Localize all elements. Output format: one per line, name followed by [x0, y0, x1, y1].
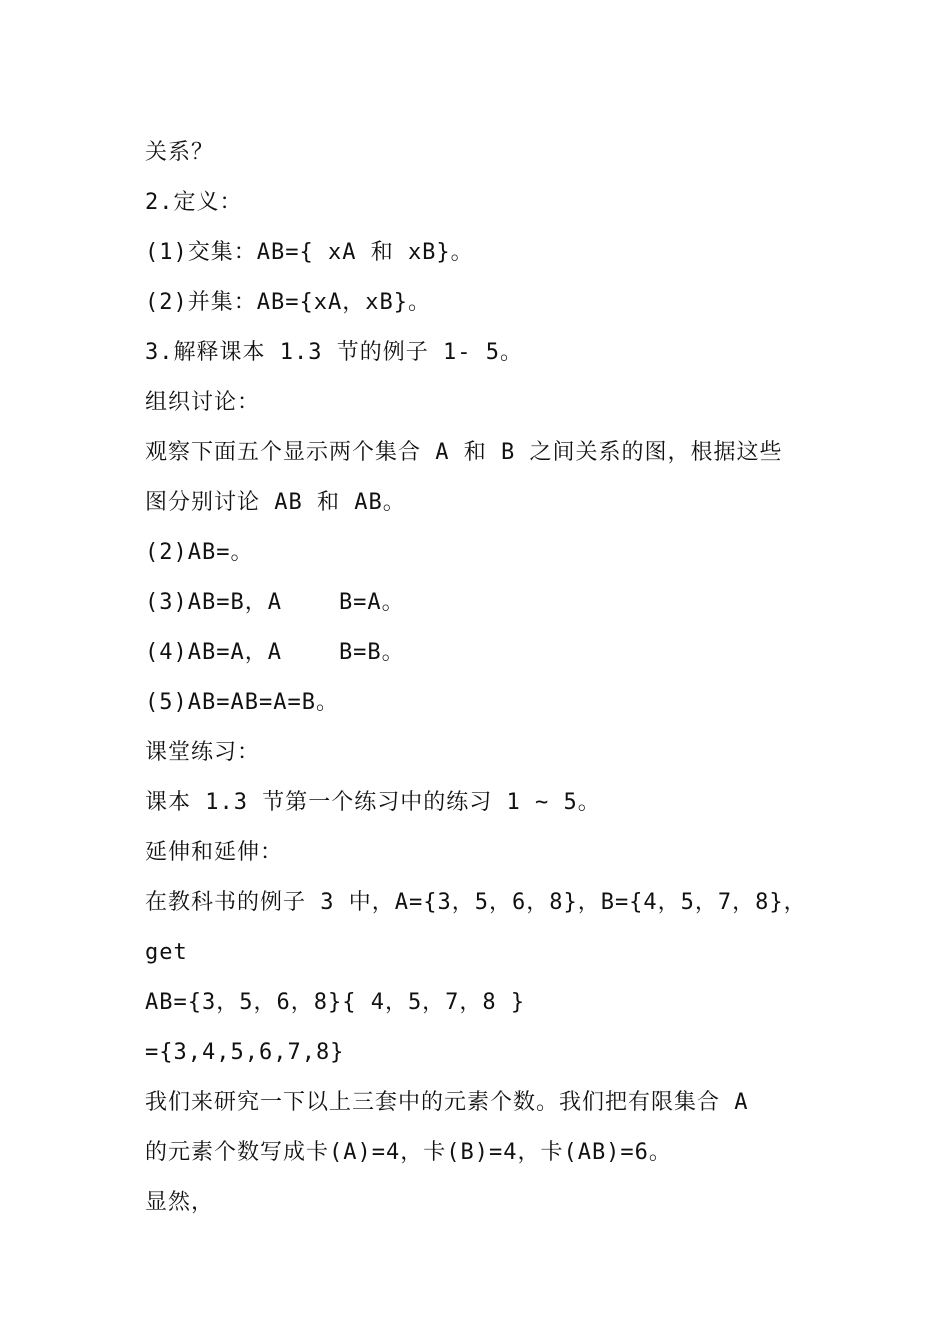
- text-line: 图分别讨论 AB 和 AB。: [145, 490, 406, 515]
- text-line: get: [145, 940, 188, 965]
- document-page: [145, 128, 825, 1228]
- text-line: (2)AB=。: [145, 540, 254, 565]
- text-line: 的元素个数写成卡(A)=4，卡(B)=4，卡(AB)=6。: [145, 1140, 672, 1165]
- text-line: (5)AB=AB=A=B。: [145, 690, 339, 715]
- text-line: (3)AB=B，A B=A。: [145, 590, 405, 615]
- text-line: 观察下面五个显示两个集合 A 和 B 之间关系的图，根据这些: [145, 440, 783, 465]
- text-line: 组织讨论：: [145, 390, 261, 415]
- text-line: 显然，: [145, 1190, 215, 1215]
- text-line: (2)并集：AB={xA，xB}。: [145, 290, 431, 315]
- text-line: 课本 1.3 节第一个练习中的练习 1 ~ 5。: [145, 790, 601, 815]
- text-line: 2.定义：: [145, 190, 243, 215]
- text-line: 课堂练习：: [145, 740, 261, 765]
- text-line: 3.解释课本 1.3 节的例子 1- 5。: [145, 340, 523, 365]
- text-line: (4)AB=A，A B=B。: [145, 640, 405, 665]
- text-line: (1)交集：AB={ xA 和 xB}。: [145, 240, 474, 265]
- text-line: AB={3，5，6，8}{ 4，5，7，8 }: [145, 990, 526, 1015]
- text-line: 在教科书的例子 3 中，A={3，5，6，8}，B={4，5，7，8}，: [145, 890, 807, 915]
- text-line: ={3,4,5,6,7,8}: [145, 1040, 345, 1065]
- text-line: 我们来研究一下以上三套中的元素个数。我们把有限集合 A: [145, 1090, 749, 1115]
- text-line: 关系？: [145, 140, 215, 165]
- text-line: 延伸和延伸：: [145, 840, 284, 865]
